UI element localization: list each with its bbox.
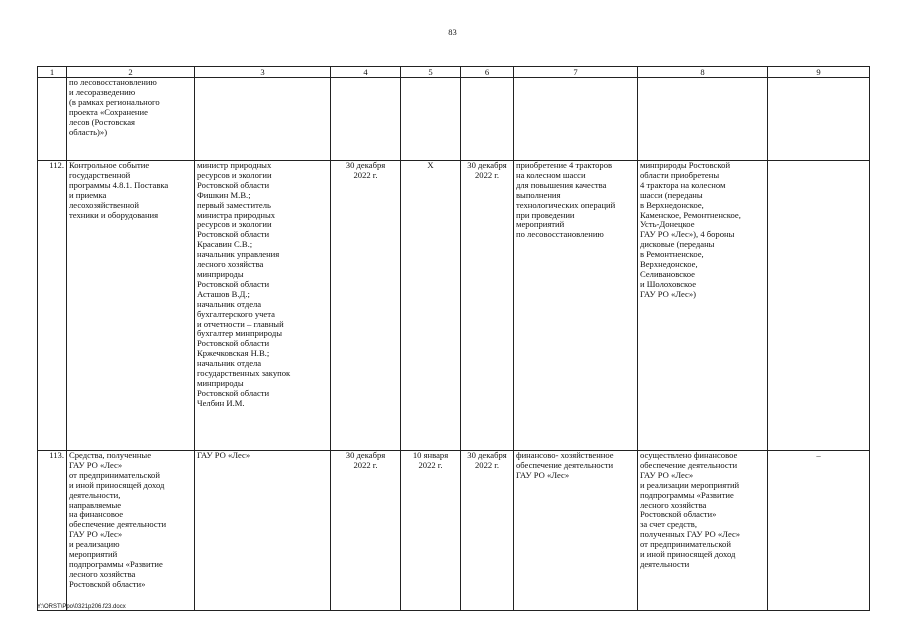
- notes: [768, 161, 870, 451]
- planned-date: 30 декабря 2022 г.: [331, 161, 401, 451]
- table-row: [38, 161, 870, 451]
- header-col-3: 3: [195, 67, 331, 78]
- table-row: [38, 451, 870, 611]
- header-row: [38, 67, 870, 78]
- page-number: 83: [448, 27, 457, 37]
- event-name: по лесовосстановлению и лесоразведению (в рамках регионального проекта «Сохранение лесов (Ростовская область)»): [67, 78, 195, 161]
- event-name: Средства, полученные ГАУ РО «Лес» от предпринимательской и иной приносящей доход деятельности, направляемые на финансовое обеспечение деятельности ГАУ РО «Лес» и реализацию мероприятий подпрограммы «Развитие лесного хозяйства Ростовской области»: [67, 451, 195, 611]
- row-number: 113.: [38, 451, 67, 611]
- responsible-persons: министр природных ресурсов и экологии Ростовской области Фишкин М.В.; первый заместитель министра природных ресурсов и экологии Ростовской области Красавин С.В.; начальник управления лесного хозяйства минприроды Ростовской области Асташов В.Д.; начальник отдела бухгалтерского учета и отчетности – главный бухгалтер минприроды Ростовской области Кржечковская Н.В.; начальник отдела государственных закупок минприроды Ростовской области Челбин И.М.: [195, 161, 331, 451]
- notes: –: [768, 451, 870, 611]
- expected-result: приобретение 4 тракторов на колесном шасси для повышения качества выполнения технологических операций при проведении мероприятий по лесовосстановлению: [514, 161, 638, 451]
- header-col-5: 5: [401, 67, 461, 78]
- file-path-footer: Y:\ORST\Ppo\0321p206.f23.docx: [37, 604, 126, 610]
- event-name: Контрольное событие государственной программы 4.8.1. Поставка и приемка лесохозяйственной техники и оборудования: [67, 161, 195, 451]
- report-table: [37, 66, 870, 611]
- header-col-8: 8: [638, 67, 768, 78]
- header-col-1: 1: [38, 67, 67, 78]
- planned-date: 30 декабря 2022 г.: [331, 451, 401, 611]
- header-col-2: 2: [67, 67, 195, 78]
- start-date: 10 января 2022 г.: [401, 451, 461, 611]
- header-col-9: 9: [768, 67, 870, 78]
- responsible-persons: ГАУ РО «Лес»: [195, 451, 331, 611]
- header-col-4: 4: [331, 67, 401, 78]
- end-date: 30 декабря 2022 г.: [461, 451, 514, 611]
- header-col-6: 6: [461, 67, 514, 78]
- actual-result: осуществлено финансовое обеспечение деятельности ГАУ РО «Лес» и реализации мероприятий подпрограммы «Развитие лесного хозяйства Ростовской области» за счет средств, полученных ГАУ РО «Лес» от предпринимательской и иной приносящей доход деятельности: [638, 451, 768, 611]
- start-date: X: [401, 161, 461, 451]
- expected-result: финансово- хозяйственное обеспечение деятельности ГАУ РО «Лес»: [514, 451, 638, 611]
- header-col-7: 7: [514, 67, 638, 78]
- actual-result: минприроды Ростовской области приобретены 4 трактора на колесном шасси (переданы в Верхнедонское, Каменское, Ремонтненское, Усть-Донецкое ГАУ РО «Лес»), 4 бороны дисковые (переданы в Ремонтненское, Верхнедонское, Селивановское и Шолоховское ГАУ РО «Лес»): [638, 161, 768, 451]
- table-row-continuation: [38, 78, 870, 161]
- end-date: 30 декабря 2022 г.: [461, 161, 514, 451]
- row-number: 112.: [38, 161, 67, 451]
